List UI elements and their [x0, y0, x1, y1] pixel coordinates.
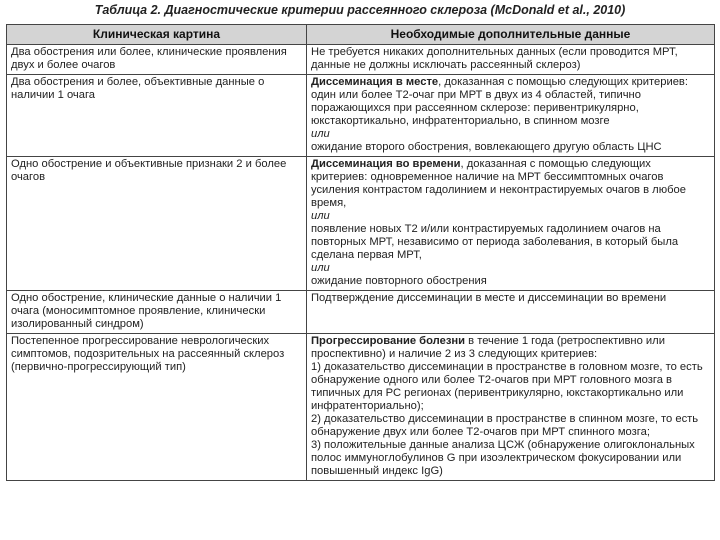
criterion-item: 2) доказательство диссеминации в пространстве в спинном мозге, то есть обнаружение двух или более Т2-очагов при МРТ спинного мозга; [311, 413, 699, 438]
or-connector: или [311, 262, 330, 274]
table-row [7, 334, 715, 481]
header-clinical: Клиническая картина [7, 25, 307, 45]
alternative-text: ожидание повторного обострения [311, 275, 487, 287]
required-cell [307, 334, 715, 481]
clinical-cell: Два обострения или более, клинические проявления двух и более очагов [7, 45, 307, 75]
bold-lead: Диссеминация в месте [311, 76, 439, 88]
table-title: Таблица 2. Диагностические критерии рассеянного склероза (McDonald et al., 2010) [94, 3, 626, 17]
or-connector: или [311, 128, 330, 140]
lead-text: , доказанная с помощью следующих критериев: одновременное наличие на МРТ бессимптомных очагов усиления контрастом гадолинием и неконтрастируемых очагов в любое время, [311, 158, 686, 209]
clinical-cell: Одно обострение, клинические данные о наличии 1 очага (моносимптомное проявление, клинически изолированный синдром) [7, 291, 307, 334]
required-cell: Подтверждение диссеминации в месте и диссеминации во времени [307, 291, 715, 334]
table-row [7, 45, 715, 75]
header-required: Необходимые дополнительные данные [307, 25, 715, 45]
criteria-table [6, 24, 715, 481]
criterion-item: 1) доказательство диссеминации в пространстве в головном мозге, то есть обнаружение одного или более Т2-очагов при МРТ головного мозга в типичных для РС регионах (перивентрикулярно, юкстакортикально или инфратенториально); [311, 361, 703, 412]
bold-lead: Прогрессирование болезни [311, 335, 466, 347]
header-row [7, 25, 715, 45]
criterion-item: 3) положительные данные анализа ЦСЖ (обнаружение олигоклональных полос иммуноглобулинов G при изоэлектрическом фокусировании или повышенный индекс IgG) [311, 439, 695, 477]
table-row [7, 75, 715, 157]
table-row [7, 291, 715, 334]
required-cell [307, 75, 715, 157]
bold-lead: Диссеминация во времени [311, 158, 461, 170]
or-connector: или [311, 210, 330, 222]
table-row [7, 157, 715, 291]
alternative-text: ожидание второго обострения, вовлекающего другую область ЦНС [311, 141, 662, 153]
clinical-cell: Одно обострение и объективные признаки 2 и более очагов [7, 157, 307, 291]
required-cell: Не требуется никаких дополнительных данных (если проводится МРТ, данные не должны исключать рассеянный склероз) [307, 45, 715, 75]
clinical-cell: Постепенное прогрессирование неврологических симптомов, подозрительных на рассеянный склероз (первично-прогрессирующий тип) [7, 334, 307, 481]
lead-text: в течение 1 года (ретроспективно или проспективно) и наличие 2 из 3 следующих критериев: [311, 335, 665, 360]
required-cell [307, 157, 715, 291]
clinical-cell: Два обострения и более, объективные данные о наличии 1 очага [7, 75, 307, 157]
lead-text: , доказанная с помощью следующих критериев: один или более Т2-очаг при МРТ в двух из 4 областей, типично поражающихся при рассеянном склерозе: перивентрикулярно, юкстакортикально, инфратенториально, в спинном мозге [311, 76, 688, 127]
alternative-text: появление новых Т2 и/или контрастируемых гадолинием очагов на повторных МРТ, независимо от периода заболевания, в который была сделана первая МРТ, [311, 223, 679, 261]
